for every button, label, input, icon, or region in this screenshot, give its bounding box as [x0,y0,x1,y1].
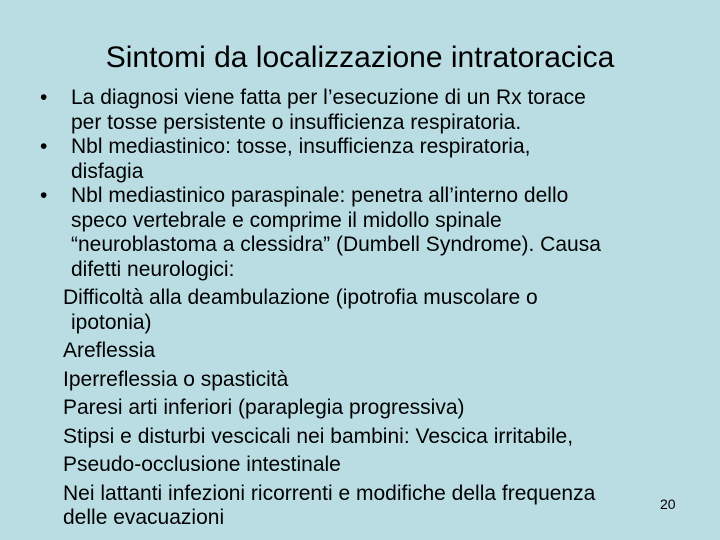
symptom-line: Pseudo-occlusione intestinale [63,453,341,476]
bullet-text-line: per tosse persistente o insufficienza respiratoria. [71,110,522,134]
bullet-text-line: speco vertebrale e comprime il midollo spinale [71,208,502,232]
bullet-text-line: disfagia [71,159,144,183]
bullet-item [40,86,700,135]
symptom-list [40,286,700,531]
symptom-line: Difficoltà alla deambulazione (ipotrofia muscolare o [63,286,538,309]
symptom-line: Stipsi e disturbi vescicali nei bambini: Vescica irritabile, [63,424,574,448]
symptom-line: Nei lattanti infezioni ricorrenti e modifiche della frequenza [63,481,596,505]
bullet-item [40,184,700,282]
bullet-text-line: Nbl mediastinico: tosse, insufficienza respiratoria, [71,135,531,158]
bullet-icon: • [40,86,48,109]
slide-body [40,86,700,531]
page-number: 20 [660,496,676,512]
bullet-text-line: “neuroblastoma a clessidra” (Dumbell Syndrome). Causa [71,233,601,256]
symptom-line: ipotonia) [71,310,152,334]
bullet-icon: • [40,184,48,207]
symptom-line: Paresi arti inferiori (paraplegia progressiva) [63,396,465,419]
bullet-text-line: La diagnosi viene fatta per l’esecuzione di un Rx torace [71,86,586,109]
bullet-item [40,135,700,184]
bullet-text-line: difetti neurologici: [71,257,235,281]
symptom-line: Iperreflessia o spasticità [63,367,289,391]
bullet-text-line: Nbl mediastinico paraspinale: penetra all’interno dello [71,184,569,207]
slide-title: Sintomi da localizzazione intratoracica [105,41,615,74]
symptom-line: delle evacuazioni [63,506,225,529]
bullet-icon: • [40,135,48,158]
symptom-line: Areflessia [63,339,156,362]
